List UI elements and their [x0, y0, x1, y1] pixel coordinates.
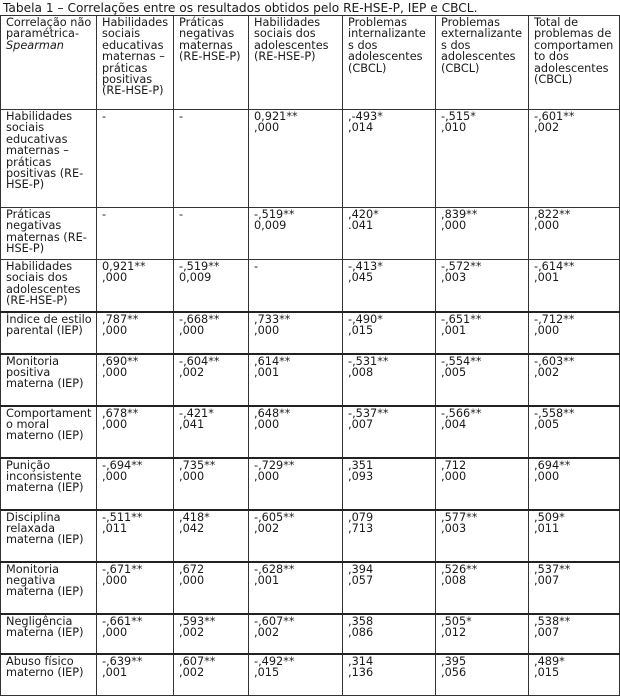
table-row [1, 458, 620, 510]
significance-value: ,000 [179, 469, 205, 483]
correlation-cell [97, 562, 174, 614]
correlation-cell [249, 406, 343, 458]
correlation-cell [343, 312, 436, 354]
correlation-cell [174, 562, 249, 614]
significance-value: ,000 [102, 573, 128, 587]
table-row [1, 562, 620, 614]
correlation-cell [436, 208, 529, 260]
coefficient-value: -,712** [534, 312, 575, 326]
correlation-cell [436, 406, 529, 458]
row-label: Abuso físico materno (IEP) [1, 654, 97, 696]
coefficient-value: ,537** [534, 562, 571, 576]
row-label: Práticas negativas maternas (RE-HSE-P) [1, 208, 97, 260]
significance-value: ,002 [179, 665, 205, 679]
significance-value: ,001 [254, 365, 280, 379]
coefficient-value: - [254, 260, 259, 273]
correlation-cell [529, 312, 620, 354]
coefficient-value: ,694** [534, 458, 571, 472]
significance-value: ,000 [254, 469, 280, 483]
coefficient-value: - [102, 110, 107, 123]
coefficient-value: ,822** [534, 208, 571, 221]
correlation-cell [529, 208, 620, 260]
correlation-cell [436, 614, 529, 654]
coefficient-value: -,651** [441, 312, 482, 326]
significance-value: ,012 [441, 625, 467, 639]
table-row [1, 354, 620, 406]
row-label: Habilidades sociais educativas maternas – práticas positivas (RE-HSE-P) [1, 110, 97, 208]
coefficient-value: 0,921** [254, 110, 298, 123]
table-row [1, 260, 620, 312]
significance-value: ,000 [534, 219, 560, 233]
significance-value: ,008 [441, 573, 467, 587]
coefficient-value: -,490* [348, 312, 383, 326]
significance-value: ,000 [179, 573, 205, 587]
correlation-cell [436, 110, 529, 208]
coefficient-value: ,648** [254, 406, 291, 420]
column-header: Problemas externalizantes dos adolescentes (CBCL) [436, 16, 529, 110]
significance-value: ,000 [254, 121, 280, 135]
row-label: Negligência materna (IEP) [1, 614, 97, 654]
correlation-cell [436, 510, 529, 562]
correlation-cell [249, 654, 343, 696]
table-row [1, 614, 620, 654]
significance-value: ,086 [348, 625, 374, 639]
correlation-cell [529, 654, 620, 696]
coefficient-value: ,505* [441, 614, 472, 628]
significance-value: ,002 [254, 625, 280, 639]
correlation-cell [97, 406, 174, 458]
coefficient-value: - [179, 208, 184, 221]
significance-value: ,001 [102, 665, 128, 679]
correlation-cell [97, 458, 174, 510]
significance-value: ,002 [254, 521, 280, 535]
significance-value: ,003 [441, 271, 467, 285]
significance-value: ,000 [441, 469, 467, 483]
header-row [1, 16, 620, 110]
coefficient-value: -,572** [441, 260, 482, 273]
coefficient-value: -,604** [179, 354, 220, 368]
coefficient-value: ,420* [348, 208, 379, 221]
coefficient-value: ,735** [179, 458, 216, 472]
significance-value: ,041 [179, 417, 205, 431]
significance-value: ,000 [254, 417, 280, 431]
correlation-cell [343, 110, 436, 208]
coefficient-value: ,418* [179, 510, 210, 524]
correlation-cell [436, 654, 529, 696]
correlation-cell [529, 260, 620, 312]
coefficient-value: -,668** [179, 312, 220, 326]
significance-value: ,000 [102, 271, 128, 285]
coefficient-value: -,628** [254, 562, 295, 576]
significance-value: ,000 [179, 323, 205, 337]
coefficient-value: -,639** [102, 654, 143, 668]
correlation-cell [174, 208, 249, 260]
significance-value: ,007 [534, 573, 560, 587]
coefficient-value: ,351 [348, 458, 374, 472]
correlation-cell [249, 208, 343, 260]
coefficient-value: ,538** [534, 614, 571, 628]
coefficient-value: -,492** [254, 654, 295, 668]
significance-value: 0,009 [179, 271, 212, 285]
column-header: Práticas negativas maternas (RE-HSE-P) [174, 16, 249, 110]
coefficient-value: ,839** [441, 208, 478, 221]
coefficient-value: -,519** [179, 260, 220, 273]
correlation-cell [529, 562, 620, 614]
significance-value: ,011 [534, 521, 560, 535]
corner-header-text: Correlação não paramétrica- [6, 16, 92, 41]
significance-value: ,000 [102, 469, 128, 483]
significance-value: ,042 [179, 521, 205, 535]
coefficient-value: ,079 [348, 510, 374, 524]
correlation-cell [343, 562, 436, 614]
correlation-cell [174, 458, 249, 510]
significance-value: ,001 [534, 271, 560, 285]
coefficient-value: ,733** [254, 312, 291, 326]
significance-value: ,045 [348, 271, 374, 285]
correlation-cell [174, 312, 249, 354]
column-header: Total de problemas de comportamento dos adolescentes (CBCL) [529, 16, 620, 110]
correlation-cell [249, 510, 343, 562]
significance-value: ,001 [441, 323, 467, 337]
correlation-cell [343, 614, 436, 654]
correlation-cell [174, 260, 249, 312]
coefficient-value: - [102, 208, 107, 221]
coefficient-value: -,554** [441, 354, 482, 368]
row-label: Disciplina relaxada materna (IEP) [1, 510, 97, 562]
coefficient-value: ,787** [102, 312, 139, 326]
coefficient-value: ,672 [179, 562, 205, 576]
correlation-cell [174, 614, 249, 654]
significance-value: ,000 [534, 323, 560, 337]
correlation-cell [343, 458, 436, 510]
significance-value: ,007 [534, 625, 560, 639]
coefficient-value: ,690** [102, 354, 139, 368]
corner-header-method: Spearman [6, 38, 64, 52]
significance-value: ,010 [441, 121, 467, 135]
coefficient-value: ,678** [102, 406, 139, 420]
table-row [1, 208, 620, 260]
correlation-cell [343, 654, 436, 696]
row-label: Punição inconsistente materna (IEP) [1, 458, 97, 510]
correlation-cell [97, 110, 174, 208]
correlation-cell [97, 260, 174, 312]
coefficient-value: ,-493* [348, 110, 383, 123]
correlation-cell [529, 458, 620, 510]
coefficient-value: ,577** [441, 510, 478, 524]
significance-value: ,000 [254, 323, 280, 337]
coefficient-value: ,607** [179, 654, 216, 668]
correlation-cell [436, 562, 529, 614]
coefficient-value: -,661** [102, 614, 143, 628]
correlation-cell [436, 260, 529, 312]
table-row [1, 110, 620, 208]
significance-value: ,015 [348, 323, 374, 337]
significance-value: ,015 [534, 665, 560, 679]
significance-value: ,002 [179, 625, 205, 639]
significance-value: ,002 [179, 365, 205, 379]
correlation-cell [174, 654, 249, 696]
row-label: Índice de estilo parental (IEP) [1, 312, 97, 354]
coefficient-value: -,614** [534, 260, 575, 273]
correlation-cell [529, 510, 620, 562]
correlation-cell [436, 354, 529, 406]
correlation-cell [249, 562, 343, 614]
correlation-cell [529, 110, 620, 208]
coefficient-value: -,531** [348, 354, 389, 368]
significance-value: ,005 [441, 365, 467, 379]
coefficient-value: -,729** [254, 458, 295, 472]
correlation-cell [174, 406, 249, 458]
coefficient-value: -,694** [102, 458, 143, 472]
coefficient-value: ,593** [179, 614, 216, 628]
row-label: Comportamento moral materno (IEP) [1, 406, 97, 458]
corner-header [1, 16, 97, 110]
table-row [1, 510, 620, 562]
correlation-table [0, 15, 620, 696]
coefficient-value: -,566** [441, 406, 482, 420]
correlation-cell [249, 614, 343, 654]
significance-value: ,002 [534, 121, 560, 135]
coefficient-value: -,413* [348, 260, 383, 273]
row-label: Monitoria positiva materna (IEP) [1, 354, 97, 406]
correlation-cell [97, 614, 174, 654]
significance-value: ,001 [254, 573, 280, 587]
coefficient-value: ,712 [441, 458, 467, 472]
correlation-cell [529, 406, 620, 458]
significance-value: 0,009 [254, 219, 287, 233]
correlation-cell [174, 354, 249, 406]
coefficient-value: -,607** [254, 614, 295, 628]
correlation-cell [97, 354, 174, 406]
correlation-cell [343, 260, 436, 312]
significance-value: ,136 [348, 665, 374, 679]
coefficient-value: -,537** [348, 406, 389, 420]
row-label: Monitoria negativa materna (IEP) [1, 562, 97, 614]
correlation-cell [436, 312, 529, 354]
correlation-cell [343, 354, 436, 406]
coefficient-value: ,394 [348, 562, 374, 576]
coefficient-value: ,614** [254, 354, 291, 368]
correlation-cell [343, 208, 436, 260]
coefficient-value: -,515* [441, 110, 476, 123]
significance-value: ,014 [348, 121, 374, 135]
coefficient-value: ,509* [534, 510, 565, 524]
significance-value: ,004 [441, 417, 467, 431]
significance-value: ,015 [254, 665, 280, 679]
coefficient-value: ,358 [348, 614, 374, 628]
significance-value: ,007 [348, 417, 374, 431]
significance-value: ,713 [348, 521, 374, 535]
coefficient-value: ,489* [534, 654, 565, 668]
row-label: Habilidades sociais dos adolescentes (RE-HSE-P) [1, 260, 97, 312]
significance-value: ,093 [348, 469, 374, 483]
correlation-cell [249, 110, 343, 208]
correlation-cell [249, 260, 343, 312]
significance-value: ,000 [102, 625, 128, 639]
correlation-cell [343, 406, 436, 458]
correlation-cell [529, 354, 620, 406]
significance-value: ,057 [348, 573, 374, 587]
coefficient-value: -,671** [102, 562, 143, 576]
correlation-cell [174, 510, 249, 562]
correlation-cell [249, 312, 343, 354]
correlation-cell [174, 110, 249, 208]
significance-value: ,005 [534, 417, 560, 431]
significance-value: ,008 [348, 365, 374, 379]
correlation-cell [249, 458, 343, 510]
column-header: Habilidades sociais dos adolescentes (RE-HSE-P) [249, 16, 343, 110]
coefficient-value: -,511** [102, 510, 143, 524]
table-row [1, 312, 620, 354]
coefficient-value: ,395 [441, 654, 467, 668]
coefficient-value: -,605** [254, 510, 295, 524]
correlation-cell [97, 510, 174, 562]
correlation-cell [97, 654, 174, 696]
significance-value: ,056 [441, 665, 467, 679]
coefficient-value: -,421* [179, 406, 214, 420]
correlation-cell [529, 614, 620, 654]
correlation-cell [97, 208, 174, 260]
coefficient-value: -,558** [534, 406, 575, 420]
significance-value: ,000 [102, 323, 128, 337]
coefficient-value: -,519** [254, 208, 295, 221]
significance-value: ,000 [441, 219, 467, 233]
significance-value: ,003 [441, 521, 467, 535]
coefficient-value: ,526** [441, 562, 478, 576]
coefficient-value: -,603** [534, 354, 575, 368]
column-header: Habilidades sociais educativas maternas – práticas positivas (RE-HSE-P) [97, 16, 174, 110]
significance-value: ,000 [102, 417, 128, 431]
correlation-cell [97, 312, 174, 354]
table-row [1, 406, 620, 458]
significance-value: ,011 [102, 521, 128, 535]
coefficient-value: ,314 [348, 654, 374, 668]
significance-value: .041 [348, 219, 374, 233]
coefficient-value: -,601** [534, 110, 575, 123]
significance-value: ,000 [102, 365, 128, 379]
significance-value: ,002 [534, 365, 560, 379]
table-row [1, 654, 620, 696]
table-caption: Tabela 1 – Correlações entre os resultados obtidos pelo RE-HSE-P, IEP e CBCL. [3, 1, 478, 15]
correlation-cell [343, 510, 436, 562]
correlation-cell [436, 458, 529, 510]
correlation-cell [249, 354, 343, 406]
coefficient-value: - [179, 110, 184, 123]
column-header: Problemas internalizantes dos adolescentes (CBCL) [343, 16, 436, 110]
coefficient-value: 0,921** [102, 260, 146, 273]
significance-value: ,000 [534, 469, 560, 483]
